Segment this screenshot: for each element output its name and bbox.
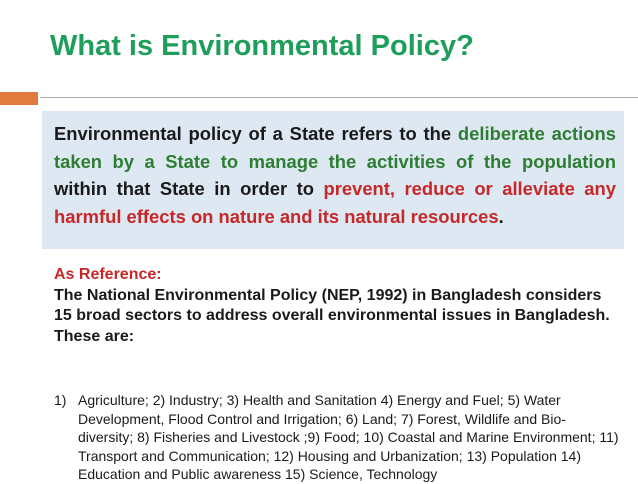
slide-title: What is Environmental Policy? xyxy=(50,30,474,62)
sectors-list xyxy=(54,391,619,484)
definition-highlight-red: prevent, reduce or alleviate any harmful effects on nature and its natural resources xyxy=(54,178,616,227)
accent-bar xyxy=(0,92,38,105)
definition-period: . xyxy=(498,205,504,227)
reference-block xyxy=(54,265,614,347)
sectors-list-number: 1) xyxy=(54,392,67,408)
title-divider xyxy=(40,97,638,98)
sectors-list-text: Agriculture; 2) Industry; 3) Health and Sanitation 4) Energy and Fuel; 5) Water Development, Flood Control and Irrigation; 6) Land; 7) Forest, Wildlife and Bio-diversity; 8) Fisheries and Livestock ;9) Food; 10) Coastal and Marine Environment; 11) Transport and Communication; 12) Housing and Urbanization; 13) Population 14) Education and Public awareness 15) Science, Technology xyxy=(78,392,619,483)
definition-highlight-green: deliberate actions taken by a State to manage the activities of the population xyxy=(54,123,616,172)
definition-text xyxy=(54,120,616,230)
reference-line-2: 15 broad sectors to address overall environmental issues in Bangladesh. xyxy=(54,307,610,324)
definition-part-3: within that State in order to xyxy=(54,178,324,199)
reference-heading: As Reference: xyxy=(54,266,162,283)
reference-line-1: The National Environmental Policy (NEP, 1992) in Bangladesh considers xyxy=(54,286,602,304)
reference-line-3: These are: xyxy=(54,327,135,345)
definition-part-1: Environmental policy of a State refers to the xyxy=(54,123,458,144)
